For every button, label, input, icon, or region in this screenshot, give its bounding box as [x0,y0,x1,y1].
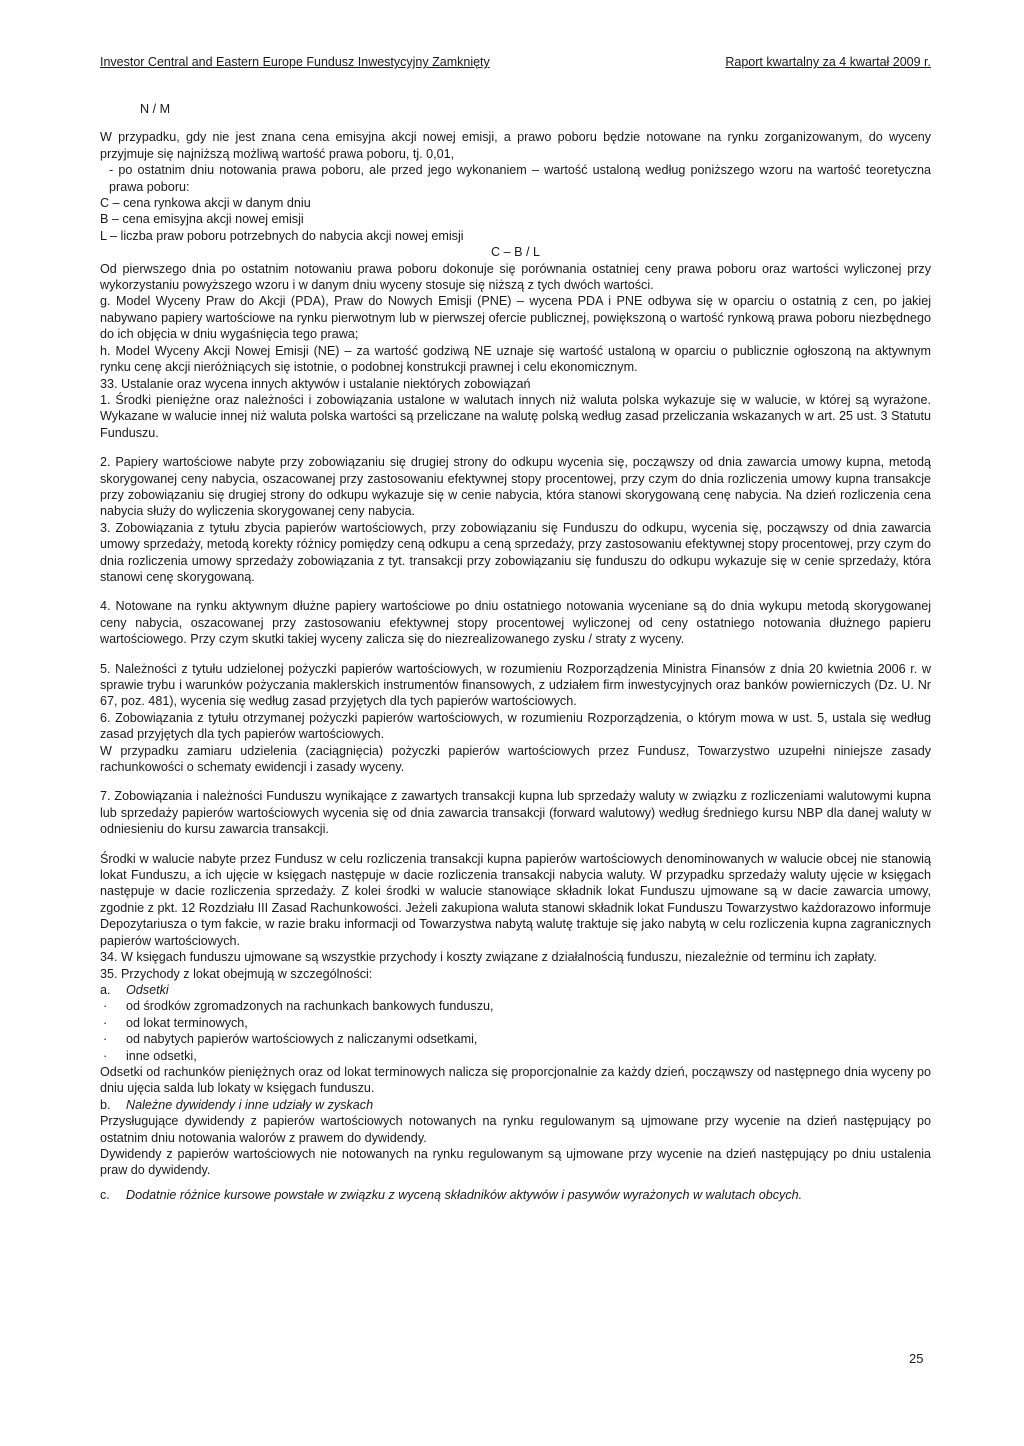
list-item [100,998,931,1014]
item-6: 6. Zobowiązania z tytułu otrzymanej pożyczki papierów wartościowych, w rozumieniu Rozporządzenia, o którym mowa w ust. 5, ustala się według zasad przyjętych dla tych papierów wartościowych. [100,710,931,742]
subsection-a-letter: a. [100,982,111,997]
paragraph-after-last-listing: - po ostatnim dniu notowania prawa poboru, ale przed jego wykonaniem – wartość ustaloną według poniższego wzoru na wartość teoretyczna prawa poboru: [109,163,931,194]
page-number: 25 [909,1351,924,1366]
bullet-mark: · [103,1015,108,1030]
item-h: h. Model Wyceny Akcji Nowej Emisji (NE) – za wartość godziwą NE uznaje się wartość ustaloną w oparciu o publicznie ogłoszoną na aktywnym rynku cenę akcji nieróżniących się istotnie, o podobnej konstrukcji prawnej i celu ekonomicznym. [100,343,931,375]
item-7: 7. Zobowiązania i należności Funduszu wynikające z zawartych transakcji kupna lub sprzedaży waluty w związku z rozliczeniami walutowymi kupna lub sprzedaży papierów wartościowych wycenia się od dnia zawarcia transakcji (forward walutowy) według średniego kursu NBP dla danej waluty w odniesieniu do kursu zawarcia transakcji. [100,789,931,837]
item-5: 5. Należności z tytułu udzielonej pożyczki papierów wartościowych, w rozumieniu Rozporządzenia Ministra Finansów z dnia 20 kwietnia 2006 r. w sprawie trybu i warunków pożyczania maklerskich instrumentów finansowych, z udziałem firm inwestycyjnych oraz banków powierniczych (Dz. U. Nr 67, poz. 481), wycenia się według zasad przyjętych dla tych papierów wartościowych. [100,661,931,709]
section-33-heading: 33. Ustalanie oraz wycena innych aktywów i ustalanie niektórych zobowiązań [100,376,531,391]
subsection-a [100,982,931,998]
header-fund-name: Investor Central and Eastern Europe Fundusz Inwestycyjny Zamknięty [100,55,490,69]
page-header [100,55,931,75]
paragraph-interest-accrual: Odsetki od rachunków pieniężnych oraz od lokat terminowych nalicza się proporcjonalnie za każdy dzień, począwszy od następnego dnia wyceny po dniu ujęcia salda lub lokaty w księgach funduszu. [100,1064,931,1096]
bullet-mark: · [103,1032,108,1047]
paragraph-currency-funds: Środki w walucie nabyte przez Fundusz w celu rozliczenia transakcji kupna papierów wartościowych denominowanych w walucie obcej nie stanowią lokat Funduszu, a ich ujęcie w księgach następuje w dacie rozliczenia transakcji nabycia waluty. W przypadku sprzedaży waluty ujęcie w księgach następuje w dacie rozliczenia sprzedaży. Z kolei środki w walucie stanowiące składnik lokat Funduszu ujmowane są w dacie zawarcia umowy, zgodnie z pkt. 12 Rozdziału III Zasad Rachunkowości. Jeżeli zakupiona waluta stanowi składnik lokat Funduszu Towarzystwo każdorazowo informuje Depozytariusza o tym fakcie, w razie braku informacji od Towarzystwa nabytą walutę traktuje się jako nabytą w celu rozliczenia kupna zagranicznych papierów wartościowych. [100,851,931,948]
list-item [100,1015,931,1031]
list-item-text: od nabytych papierów wartościowych z naliczanymi odsetkami, [126,1032,478,1047]
subsection-c-letter: c. [100,1187,110,1202]
definition-b: B – cena emisyjna akcji nowej emisji [100,212,304,227]
item-3: 3. Zobowiązania z tytułu zbycia papierów wartościowych, przy zobowiązaniu się Funduszu do odkupu, wycenia się, począwszy od dnia zawarcia umowy sprzedaży, metodą korekty różnicy pomiędzy ceną odkupu a ceną sprzedaży, przy zastosowaniu efektywnej stopy procentowej, przy czym do dnia rozliczenia umowy sprzedaży zobowiązania z tyt. transakcji przy zobowiązaniu się funduszu do odkupu wykazuje się w cenie sprzedaży, która stanowi cenę skorygowaną. [100,520,931,584]
list-item-text: od lokat terminowych, [126,1015,248,1030]
bullet-mark: · [103,999,108,1014]
item-4: 4. Notowane na rynku aktywnym dłużne papiery wartościowe po dniu ostatniego notowania wyceniane są do dnia wykupu metodą skorygowanej ceny nabycia, oszacowanej przy zastosowaniu efektywnej stopy procentowej wyliczonej od ceny ostatniego notowania dłużnego papieru wartościowego. Przy czym skutki takiej wyceny zalicza się do niezrealizowanego zysku / straty z wyceny. [100,599,931,647]
subsection-c [100,1187,931,1203]
bullet-mark: · [103,1048,108,1063]
paragraph-emission-price: W przypadku, gdy nie jest znana cena emisyjna akcji nowej emisji, a prawo poboru będzie notowane na rynku zorganizowanym, do wyceny przyjmuje się najniższą możliwą wartość prawa poboru, tj. 0,01, [100,130,931,161]
definition-c: C – cena rynkowa akcji w danym dniu [100,196,311,211]
list-item [100,1031,931,1047]
paragraph-comparison: Od pierwszego dnia po ostatnim notowaniu prawa poboru dokonuje się porównania ostatniej ceny prawa poboru oraz wartości wyliczonej przy wykorzystaniu powyższego wzoru i w danym dniu wyceny stosuje się niższą z tych dwóch wartości. [100,261,931,293]
subsection-b-letter: b. [100,1097,111,1112]
document-body [100,101,931,1203]
nm-label: N / M [140,102,171,116]
formula: C – B / L [491,245,540,260]
item-g: g. Model Wyceny Praw do Akcji (PDA), Praw do Nowych Emisji (PNE) – wycena PDA i PNE odbywa się w oparciu o ostatnią z cen, po jakiej nabywano papiery wartościowe na rynku pierwotnym lub w pierwszej ofercie publicznej, powiększoną o wartość rynkową prawa poboru niezbędnego do ich objęcia w dniu wygaśnięcia tego prawa; [100,294,931,342]
item-6-note: W przypadku zamiaru udzielenia (zaciągnięcia) pożyczki papierów wartościowych przez Fundusz, Towarzystwo uzupełni niniejsze zasady rachunkowości o schematy ewidencji i zasady wyceny. [100,743,931,775]
item-2: 2. Papiery wartościowe nabyte przy zobowiązaniu się drugiej strony do odkupu wycenia się, począwszy od dnia zawarcia umowy kupna, metodą skorygowanej ceny nabycia, oszacowanej przy zastosowaniu efektywnej stopy procentowej, przy czym do dnia rozliczenia umowy kupna transakcje przy zobowiązaniu się drugiej strony do odkupu wykazuje się w cenie nabycia, która stanowi skorygowaną cenę nabycia. Na dzień rozliczenia cena nabycia służy do wyliczenia skorygowanej ceny nabycia. [100,455,931,519]
subsection-b-title: Należne dywidendy i inne udziały w zyskach [126,1097,374,1112]
list-item-text: inne odsetki, [126,1048,197,1063]
paragraph-dividends-listed: Przysługujące dywidendy z papierów wartościowych notowanych na rynku regulowanym są ujmowane przy wycenie na dzień następujący po ostatnim dniu notowania walorów z prawem do dywidendy. [100,1114,931,1145]
list-item-text: od środków zgromadzonych na rachunkach bankowych funduszu, [126,999,494,1014]
subsection-a-title: Odsetki [126,982,169,997]
subsection-b [100,1097,931,1113]
subsection-c-title: Dodatnie różnice kursowe powstałe w związku z wyceną składników aktywów i pasywów wyrażonych w walutach obcych. [126,1187,803,1202]
item-1: 1. Środki pieniężne oraz należności i zobowiązania ustalone w walutach innych niż waluta polska wykazuje się w walucie, w której są wyrażone. Wykazane w walucie innej niż waluta polska wartości są przeliczane na walutę polską według zasad przeliczania wskazanych w art. 25 ust. 3 Statutu Funduszu. [100,392,931,440]
definition-l: L – liczba praw poboru potrzebnych do nabycia akcji nowej emisji [100,228,464,243]
list-item [100,1048,931,1064]
paragraph-dividends-unlisted: Dywidendy z papierów wartościowych nie notowanych na rynku regulowanym są ujmowane przy wycenie na dzień następujący po dniu ustalenia praw do dywidendy. [100,1146,931,1178]
section-35: 35. Przychody z lokat obejmują w szczególności: [100,966,373,981]
section-34: 34. W księgach funduszu ujmowane są wszystkie przychody i koszty związane z działalnością funduszu, niezależnie od terminu ich zapłaty. [100,950,877,965]
header-report-period: Raport kwartalny za 4 kwartał 2009 r. [725,55,931,69]
